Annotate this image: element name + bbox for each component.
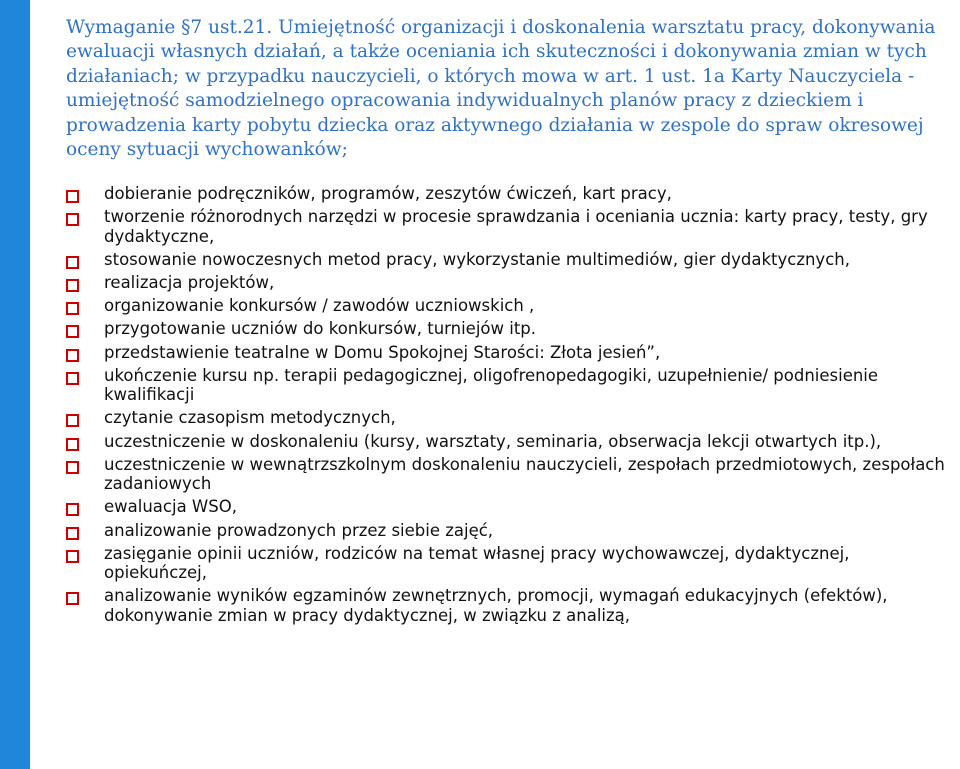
hollow-square-bullet-icon: [66, 372, 79, 385]
list-item: [66, 273, 954, 292]
hollow-square-bullet-icon: [66, 349, 79, 362]
hollow-square-bullet-icon: [66, 414, 79, 427]
left-accent-bar: [0, 0, 30, 769]
list-item: [66, 497, 954, 516]
list-item: [66, 184, 954, 203]
hollow-square-bullet-icon: [66, 503, 79, 516]
list-item: [66, 366, 954, 405]
requirement-heading: Wymaganie §7 ust.21. Umiejętność organizacji i doskonalenia warsztatu pracy, dokonywania ewaluacji własnych działań, a także oceniania ich skuteczności i dokonywania zmian w tych działaniach; w przypadku nauczycieli, o których mowa w art. 1 ust. 1a Karty Nauczyciela - umiejętność samodzielnego opracowania indywidualnych planów pracy z dzieckiem i prowadzenia karty pobytu dziecka oraz aktywnego działania w zespole do spraw okresowej oceny sytuacji wychowanków;: [66, 17, 936, 161]
list-item: [66, 250, 954, 269]
list-item-text: analizowanie wyników egzaminów zewnętrznych, promocji, wymagań edukacyjnych (efektów), dokonywanie zmian w pracy dydaktycznej, w związku z analizą,: [104, 586, 888, 625]
list-item-text: czytanie czasopism metodycznych,: [104, 408, 396, 428]
list-item: [66, 343, 954, 362]
hollow-square-bullet-icon: [66, 279, 79, 292]
list-item-text: realizacja projektów,: [104, 273, 275, 293]
list-item: [66, 408, 954, 427]
list-item-text: dobieranie podręczników, programów, zeszytów ćwiczeń, kart pracy,: [104, 184, 672, 203]
list-item-text: ukończenie kursu np. terapii pedagogicznej, oligofrenopedagogiki, uzupełnienie/ podniesienie kwalifikacji: [104, 365, 879, 405]
list-item: [66, 207, 954, 246]
hollow-square-bullet-icon: [66, 190, 79, 203]
activity-list: [66, 184, 954, 629]
list-item-text: uczestniczenie w wewnątrzszkolnym doskonaleniu nauczycieli, zespołach przedmiotowych, zespołach zadaniowych: [104, 454, 945, 494]
list-item: [66, 432, 954, 451]
list-item-text: analizowanie prowadzonych przez siebie zajęć,: [104, 520, 494, 540]
list-item-text: organizowanie konkursów / zawodów uczniowskich ,: [104, 296, 535, 316]
list-item: [66, 586, 954, 625]
list-item-text: zasięganie opinii uczniów, rodziców na temat własnej pracy wychowawczej, dydaktycznej, opiekuńczej,: [104, 543, 850, 583]
hollow-square-bullet-icon: [66, 527, 79, 540]
hollow-square-bullet-icon: [66, 213, 79, 226]
list-item-text: tworzenie różnorodnych narzędzi w procesie sprawdzania i oceniania ucznia: karty pracy, testy, gry dydaktyczne,: [104, 207, 928, 246]
hollow-square-bullet-icon: [66, 592, 79, 605]
list-item: [66, 544, 954, 583]
list-item-text: przygotowanie uczniów do konkursów, turniejów itp.: [104, 319, 537, 339]
list-item: [66, 521, 954, 540]
list-item-text: przedstawienie teatralne w Domu Spokojnej Starości: Złota jesień”,: [104, 342, 661, 362]
list-item-text: stosowanie nowoczesnych metod pracy, wykorzystanie multimediów, gier dydaktycznych,: [104, 249, 850, 269]
list-item-text: ewaluacja WSO,: [104, 497, 237, 517]
list-item-text: uczestniczenie w doskonaleniu (kursy, warsztaty, seminaria, obserwacja lekcji otwartych itp.),: [104, 431, 882, 451]
list-item: [66, 319, 954, 338]
list-item: [66, 296, 954, 315]
hollow-square-bullet-icon: [66, 302, 79, 315]
hollow-square-bullet-icon: [66, 438, 79, 451]
hollow-square-bullet-icon: [66, 550, 79, 563]
hollow-square-bullet-icon: [66, 461, 79, 474]
list-item: [66, 455, 954, 494]
hollow-square-bullet-icon: [66, 325, 79, 338]
hollow-square-bullet-icon: [66, 256, 79, 269]
